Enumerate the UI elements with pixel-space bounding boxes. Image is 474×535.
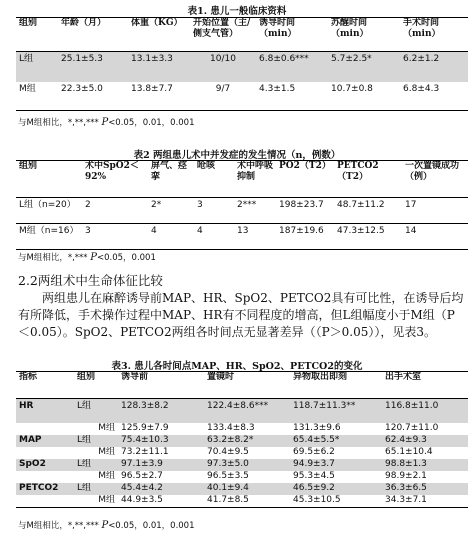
table-cell: 97.3±5.0 [204,459,290,471]
table2-note-text: 与M组相比，*,*** [18,253,88,263]
table-cell: L组 [74,435,118,447]
table-cell: 2* [151,200,162,210]
table1-header: 组别 [19,18,38,28]
table-cell: 25.1±5.3 [58,52,128,83]
table1-header-row [16,18,468,52]
table1-header: 手术时间（min） [403,18,441,39]
table-cell: L组 [16,52,58,83]
table-cell: 47.3±12.5 [337,226,385,236]
table-cell: 3 [85,226,91,236]
table-cell: 70.4±9.5 [207,447,249,457]
table-cell: 4 [151,226,157,236]
table-row [16,198,468,224]
table1-note-text: 与M组相比，*,**,*** [18,118,99,128]
table-cell: 34.3±7.1 [385,495,427,505]
table1-header: 诱导时间（min） [259,18,297,39]
table-cell [16,423,74,435]
table-cell: 63.2±8.2* [204,435,290,447]
table-cell: 96.5±2.7 [121,471,163,481]
table-cell: MAP [16,435,74,447]
section-paragraph: 两组患儿在麻醉诱导前MAP、HR、SpO2、PETCO2具有可比性，在诱导后均有所降低，手术操作过程中MAP、HR有不同程度的增高，但L组幅度小于M组（P＜0.05）。SpO2、PETCO2两组各时间点无显著差异（（P＞0.05）），见表3。 [18,291,464,339]
table-cell: 133.4±8.3 [207,423,255,433]
table-cell: L组 [74,483,118,495]
table-cell [16,447,74,459]
table1-note [18,116,195,128]
table-row [16,495,468,508]
table-cell [16,495,74,508]
table-cell: L组 [74,399,118,424]
table-cell: 198±23.7 [279,200,324,210]
table-cell: 122.4±8.6*** [204,399,290,424]
table-row [16,224,468,250]
table-cell: 98.9±2.1 [385,471,427,481]
table1-caption: 表1. 患儿一般临床资料 [187,6,287,17]
table3 [16,371,468,508]
table-row [16,483,468,495]
table-cell: 14 [405,226,417,236]
table-cell: 40.1±9.4 [204,483,290,495]
table-cell: 65.4±5.5* [290,435,382,447]
table-cell: M组 [98,423,115,433]
table3-header: 组别 [77,372,96,382]
table1-header: 开始位置（主/侧支气管） [193,18,251,39]
table-cell: 10/10 [190,52,256,83]
table3-header: 置镜时 [207,372,235,382]
table-cell: M组 [98,495,115,505]
table2-header: 组别 [19,161,38,171]
table-cell: 94.9±3.7 [290,459,382,471]
table-cell: 22.3±5.0 [61,84,103,94]
table-row [16,447,468,459]
table-cell: 48.7±11.2 [337,200,385,210]
table1 [16,17,468,111]
table-cell: 73.2±11.1 [121,447,169,457]
table2-header: 屏气、痉挛 [151,161,188,182]
table2-header-row [16,161,468,198]
table-cell: 2*** [237,200,257,210]
table-cell: M组 [98,447,115,457]
table1-header: 年龄（月） [61,18,107,28]
table1-note-values: <0.05，0.01，0.001 [108,118,195,128]
table2-header: 呛咳 [197,161,216,171]
table1-header: 苏醒时间（min） [331,18,369,39]
table1-note-p: P [101,117,109,128]
table3-header: 诱导前 [121,372,149,382]
table-cell: 4.3±1.5 [259,84,296,94]
table-cell: 17 [405,200,417,210]
table3-note-p: P [101,520,109,531]
table-cell: 69.5±6.2 [293,447,335,457]
table-cell: 62.4±9.3 [382,435,468,447]
table-row [16,435,468,447]
table-cell: L组（n=20） [19,200,76,210]
table-cell: 41.7±8.5 [207,495,249,505]
table2-note-values: <0.05，0.001 [96,253,156,263]
table3-note-values: <0.05，0.01，0.001 [108,521,195,531]
table-cell: 5.7±2.5* [328,52,400,83]
table-cell: 44.9±3.5 [121,495,163,505]
table3-note-text: 与M组相比，*,**,*** [18,521,99,531]
table-cell: SpO2 [16,459,74,471]
table2-note [18,251,156,263]
table-row [16,471,468,483]
table-cell: 97.1±3.9 [118,459,204,471]
table3-header: 指标 [19,372,38,382]
table-cell: L组 [74,459,118,471]
table-row [16,459,468,471]
table-cell: 75.4±10.3 [118,435,204,447]
table-row [16,52,468,83]
table3-note [18,519,195,531]
table-cell: 6.8±4.3 [403,84,440,94]
table-cell: 65.1±10.4 [385,447,433,457]
table-cell: M组 [98,471,115,481]
table2 [16,160,468,250]
table2-header: PO2（T2） [279,161,331,171]
table3-header-row [16,372,468,399]
table-cell: 13 [237,226,249,236]
table2-header: 术中呼吸抑制 [237,161,274,182]
table-cell: 10.7±0.8 [331,84,373,94]
table-cell: 36.3±6.5 [382,483,468,495]
table-cell: 6.8±0.6*** [256,52,328,83]
table-cell: 125.9±7.9 [121,423,169,433]
table-cell: 46.5±9.2 [290,483,382,495]
table-cell: 128.3±8.2 [118,399,204,424]
table-cell: 6.2±1.2 [400,52,468,83]
table-cell: 9/7 [215,84,231,94]
table-cell: 13.1±3.3 [128,52,190,83]
table-cell: 4 [197,226,203,236]
table3-caption: 表3. 患儿各时间点MAP、HR、SpO2、PETCO2的变化 [111,361,363,372]
table-cell: HR [16,399,74,424]
table-row [16,399,468,424]
table-cell: 118.7±11.3** [290,399,382,424]
table-cell: PETCO2 [16,483,74,495]
table-cell: M组（n=16） [19,226,79,236]
table-cell: 95.3±4.5 [293,471,335,481]
table2-caption: 表2 两组患儿术中并发症的发生情况（n，例数） [133,150,341,161]
table-row [16,423,468,435]
table-cell [16,471,74,483]
table3-header: 异物取出即刻 [293,372,348,382]
table-cell: 2 [85,200,91,210]
table2-header: 一次置镜成功（例） [405,161,460,182]
table-cell: 3 [197,200,203,210]
table1-header: 体重（KG） [131,18,183,28]
table-cell: 98.8±1.3 [382,459,468,471]
section-heading: 2.2两组术中生命体征比较 [18,273,163,288]
table-cell: 120.7±11.0 [385,423,439,433]
table-cell: 45.4±4.2 [118,483,204,495]
table-cell: 13.8±7.7 [131,84,173,94]
table-cell: M组 [19,84,36,94]
table-cell: 96.5±3.5 [207,471,249,481]
table-cell: 116.8±11.0 [382,399,468,424]
table-cell: 187±19.6 [279,226,324,236]
table2-header: 术中SpO2＜92% [85,161,139,182]
table-cell: 45.3±10.5 [293,495,341,505]
table2-header: PETCO2（T2） [337,161,379,182]
table3-header: 出手术室 [385,372,422,382]
table-row [16,82,468,111]
table2-note-p: P [90,252,97,263]
table-cell: 131.3±9.6 [293,423,341,433]
